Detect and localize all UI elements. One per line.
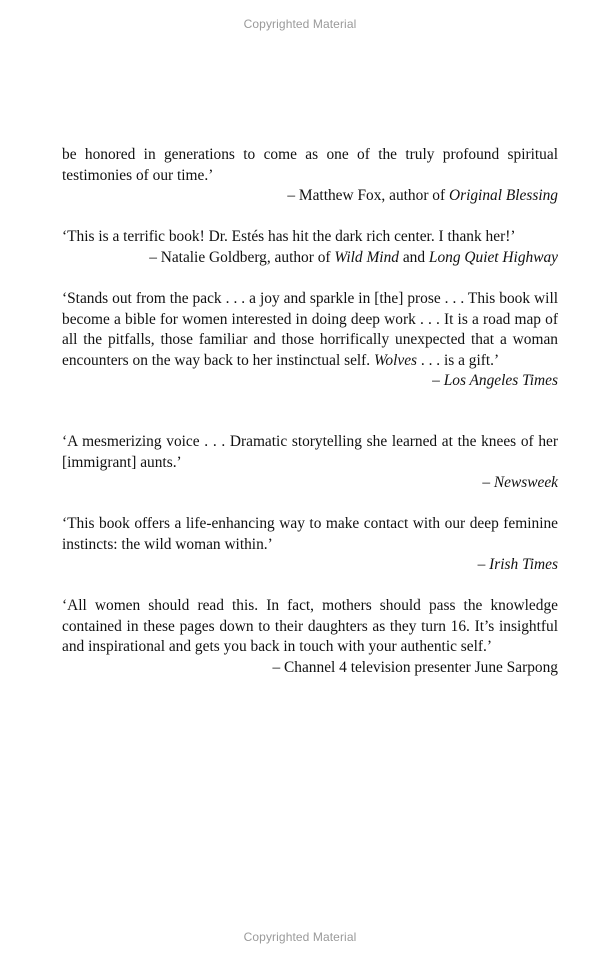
attribution-text: – Matthew Fox, author of bbox=[287, 187, 449, 204]
blurb-attribution bbox=[62, 248, 558, 269]
blurb-quote bbox=[62, 289, 558, 371]
blurb-quote: ‘A mesmerizing voice . . . Dramatic storytelling she learned at the knees of her [immigrant] aunts.’ bbox=[62, 433, 558, 471]
blurb-attribution bbox=[62, 658, 558, 679]
attribution-book-title-2: Long Quiet Highway bbox=[428, 248, 558, 266]
blurb-attribution bbox=[62, 473, 558, 494]
blurb-quote: ‘All women should read this. In fact, mothers should pass the knowledge contained in these pages down to their daughters as they turn 16. It’s insightful and inspirational and gets you back in touch with your authentic self.’ bbox=[62, 597, 558, 655]
blurb-los-angeles-times bbox=[62, 289, 558, 392]
attribution-text: – bbox=[477, 556, 490, 573]
blurb-irish-times bbox=[62, 514, 558, 576]
blurb-natalie-goldberg bbox=[62, 227, 558, 268]
attribution-joiner: and bbox=[398, 248, 429, 266]
quote-text-end: . . . is a gift.’ bbox=[417, 351, 500, 369]
attribution-book-title: Wild Mind bbox=[334, 248, 399, 266]
attribution-book-title: Original Blessing bbox=[448, 187, 558, 204]
blurb-attribution bbox=[62, 371, 558, 392]
attribution-text: – bbox=[432, 372, 444, 389]
copyright-watermark-bottom: Copyrighted Material bbox=[243, 930, 357, 944]
attribution-publication: Irish Times bbox=[489, 556, 558, 573]
blurb-attribution bbox=[62, 555, 558, 576]
attribution-text: – bbox=[482, 474, 494, 491]
quote-text: ‘Stands out from the pack . . . a joy and sparkle in [the] prose . . . This book will become a bible for women interested in doing deep work . . . It is a road map of all the pitfalls, those familiar and those horrifically unexpected that a woman encounters on the way back to her instinctual self. bbox=[62, 290, 558, 369]
attribution-publication: Los Angeles Times bbox=[443, 372, 558, 389]
attribution-text: – Natalie Goldberg, author of bbox=[149, 248, 335, 266]
copyright-watermark-top: Copyrighted Material bbox=[243, 17, 357, 31]
blurb-quote: be honored in generations to come as one of the truly profound spiritual testimonies of our time.’ bbox=[62, 146, 558, 184]
blurb-attribution bbox=[62, 186, 558, 207]
quote-book-title: Wolves bbox=[374, 351, 418, 369]
blurb-matthew-fox bbox=[62, 145, 558, 207]
blurb-june-sarpong bbox=[62, 596, 558, 678]
blurb-quote: ‘This book offers a life-enhancing way to make contact with our deep feminine instincts: the wild woman within.’ bbox=[62, 515, 558, 553]
attribution-text: – Channel 4 television presenter June Sarpong bbox=[272, 658, 558, 676]
attribution-publication: Newsweek bbox=[493, 474, 558, 491]
blurb-newsweek bbox=[62, 432, 558, 494]
blurb-quote: ‘This is a terrific book! Dr. Estés has hit the dark rich center. I thank her!’ bbox=[62, 228, 516, 245]
